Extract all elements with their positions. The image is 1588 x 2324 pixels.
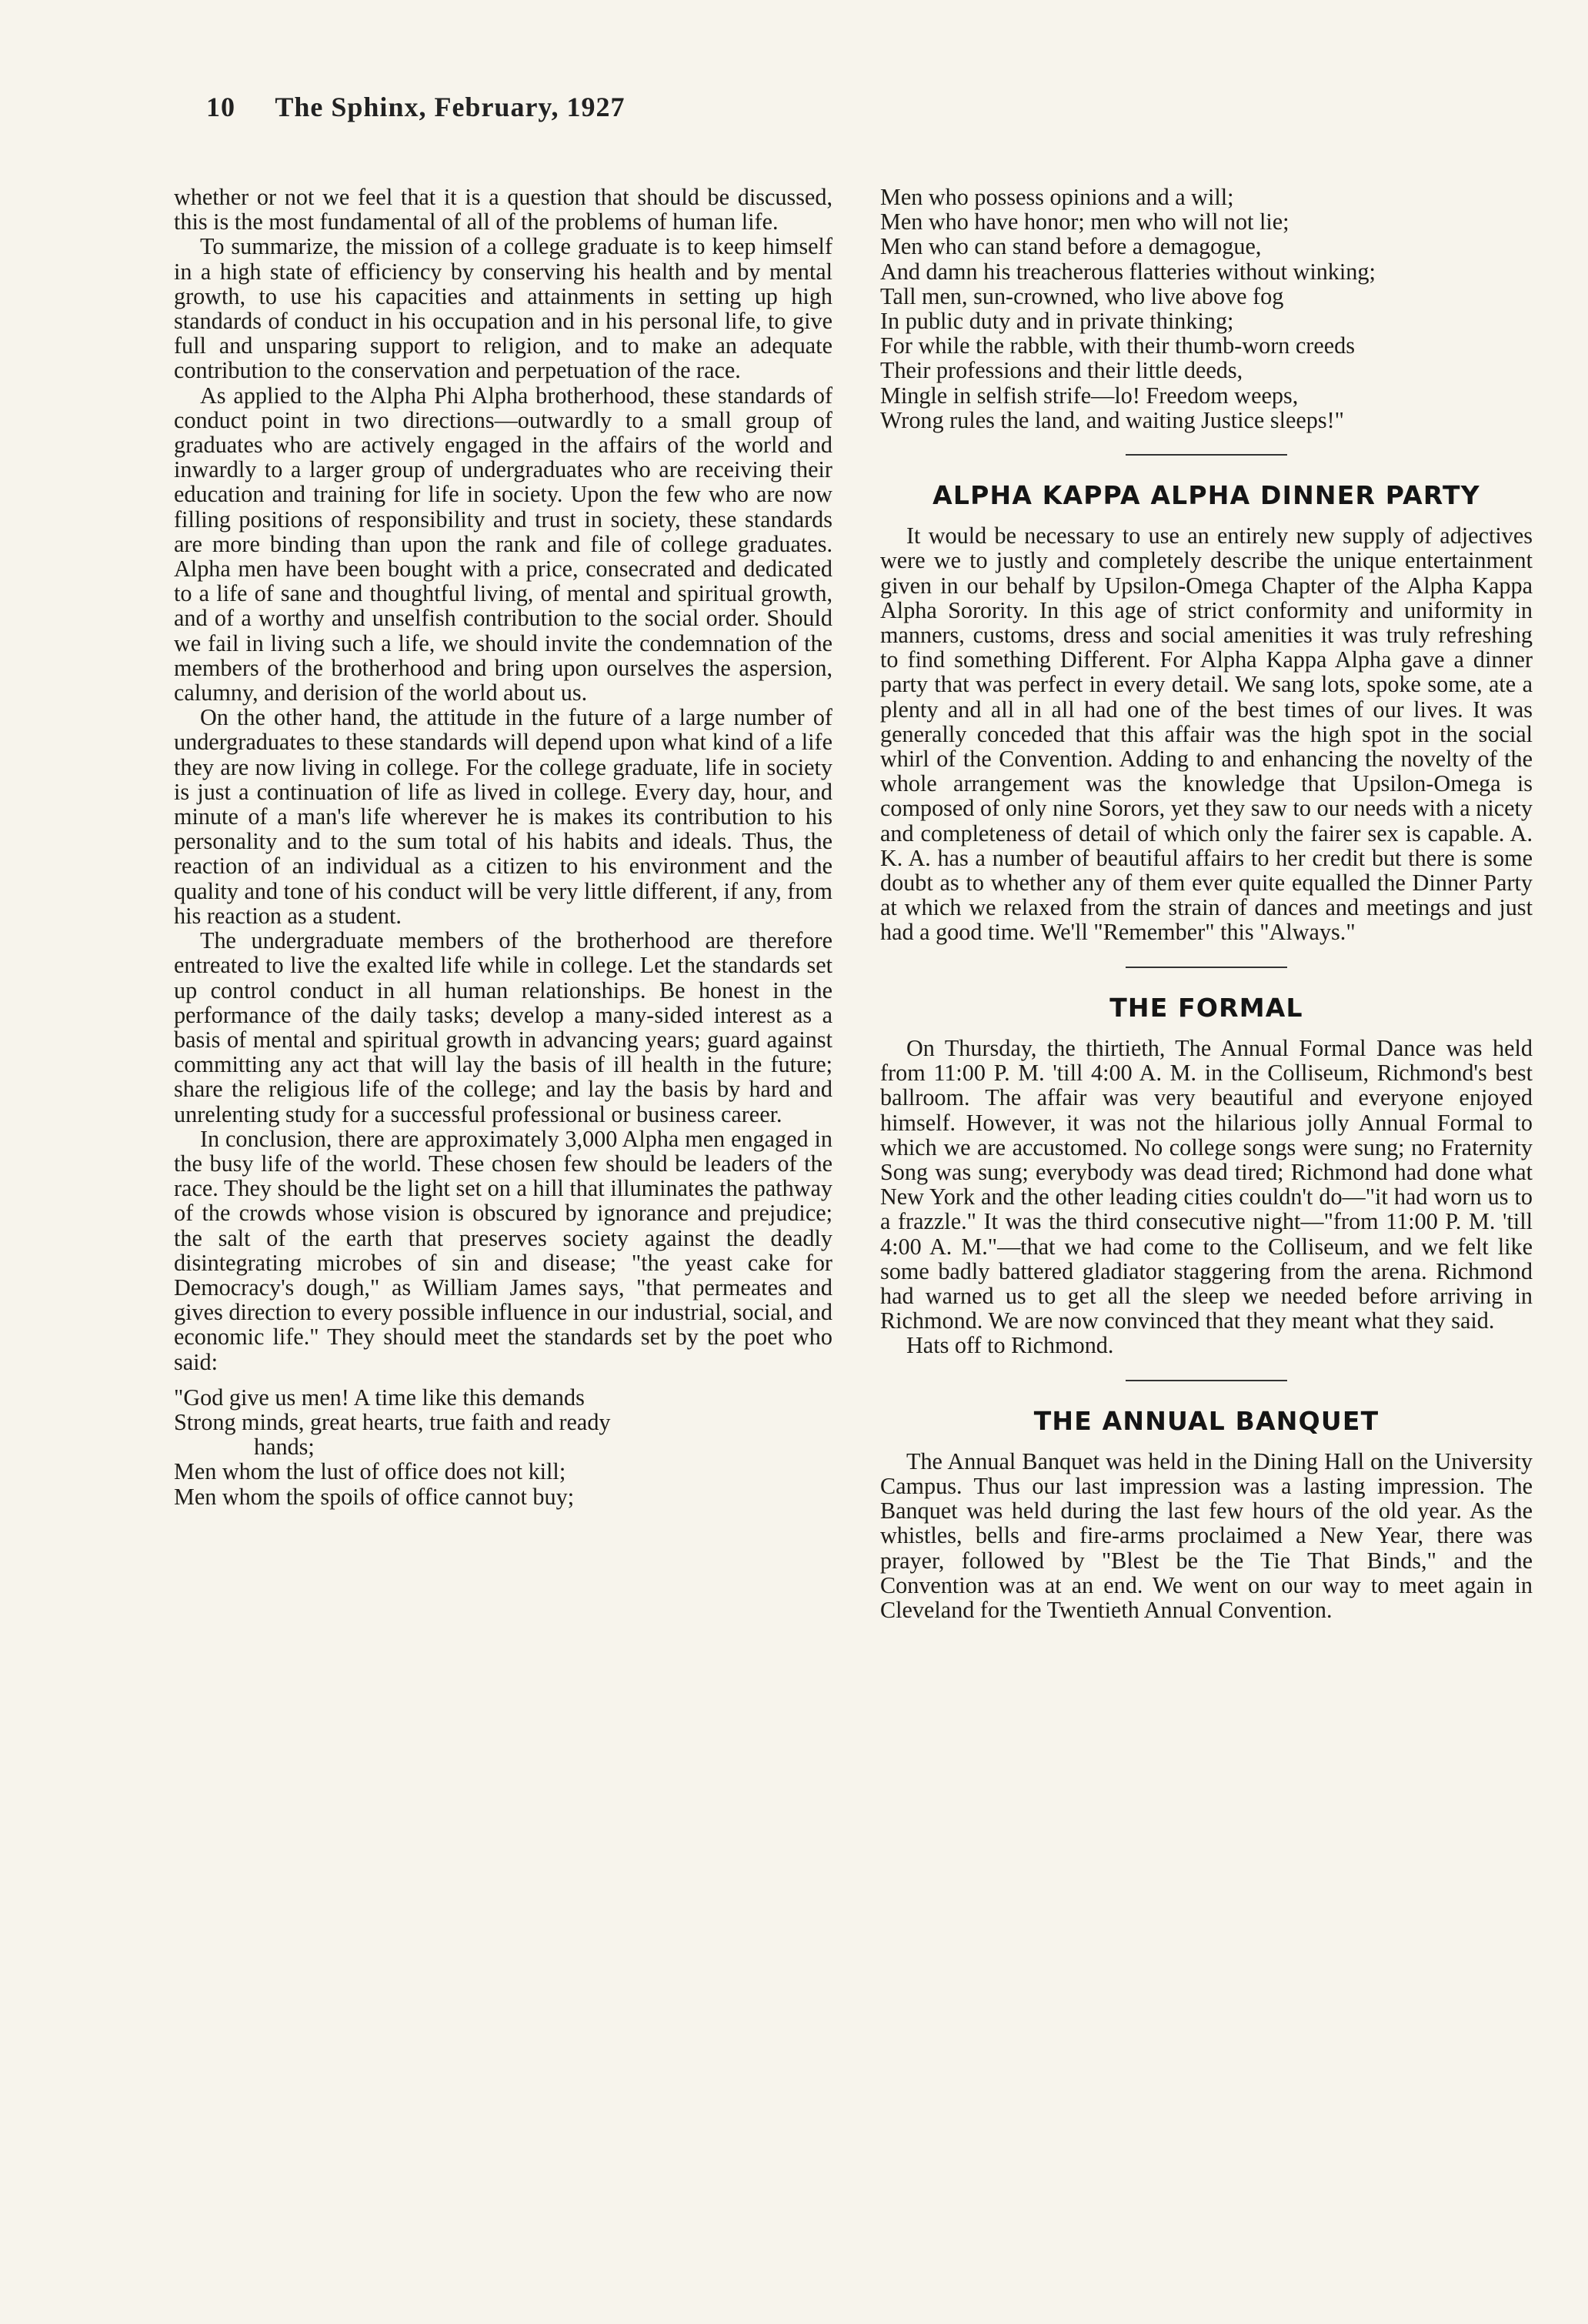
poem-line: Men whom the lust of office does not kill;: [174, 1458, 566, 1485]
paragraph: It would be necessary to use an entirely new supply of adjectives were we to justly and completely describe the unique entertainment given in our behalf by Upsilon-Omega Chapter of the Alpha Kappa Alpha Sorority. In this age of strict conformity and uniformity in manners, customs, dress and social amenities it was truly refreshing to find something Different. For Alpha Kappa Alpha gave a dinner party that was perfect in every detail. We sang lots, spoke some, ate a plenty and all in all had one of the best times of our lives. It was generally conceded that this affair was the high spot in the social whirl of the Convention. Adding to and enhancing the novelty of the whole arrangement was the knowledge that Upsilon-Omega is composed of only nine Sorors, yet they saw to our needs with a nicety and completeness of detail of which only the fairer sex is capable. A. K. A. has a number of beautiful affairs to her credit but there is some doubt as to whether any of them ever quite equalled the Dinner Party at which we relaxed from the strain of dances and meetings and just had a good time. We'll "Remember" this "Always.": [880, 523, 1533, 946]
paragraph: On the other hand, the attitude in the future of a large number of undergraduates to these standards will depend upon what kind of a life they are now living in college. For the college graduate, life in society is just a continuation of life as lived in college. Every day, hour, and minute of a man's life wherever he is makes its contribution to his personality and to the sum total of his habits and ideals. Thus, the reaction of an individual as a citizen to his environment and the quality and tone of his conduct will be very little different, if any, from his reaction as a student.: [174, 704, 832, 929]
poem-stanza: [174, 1385, 832, 1509]
poem-line: And damn his treacherous flatteries without winking;: [880, 258, 1376, 285]
publication-title: The Sphinx, February, 1927: [275, 92, 626, 122]
poem-line: Tall men, sun-crowned, who live above fog: [880, 282, 1284, 309]
poem-line: For while the rabble, with their thumb-worn creeds: [880, 332, 1356, 359]
page-number: 10: [206, 92, 235, 122]
section-heading-formal: THE FORMAL: [1109, 992, 1303, 1023]
section-divider: [1126, 454, 1287, 456]
section-divider: [1126, 1380, 1287, 1381]
paragraph: The Annual Banquet was held in the Dining Hall on the University Campus. Thus our last impression was a lasting impression. The Banquet was held during the last few hours of the old year. As the whistles, bells and fire-arms proclaimed a New Year, there was prayer, followed by "Blest be the Tie That Binds," and the Convention was at an end. We went on our way to meet again in Cleveland for the Twentieth Annual Convention.: [880, 1447, 1533, 1623]
paragraph: In conclusion, there are approximately 3,000 Alpha men engaged in the busy life of the world. These chosen few should be leaders of the race. They should be the light set on a hill that illuminates the pathway of the crowds whose vision is obscured by ignorance and prejudice; the salt of the earth that preserves society against the deadly disintegrating microbes of sin and disease; "the yeast cake for Democracy's dough," as William James says, "that permeates and gives direction to every possible influence in our industrial, social, and economic life." They should meet the standards set by the poet who said:: [174, 1125, 832, 1375]
paragraph: Hats off to Richmond.: [906, 1332, 1114, 1359]
poem-line: Men who have honor; men who will not lie;: [880, 209, 1289, 235]
poem-line: Their professions and their little deeds,: [880, 357, 1243, 384]
right-column: [880, 185, 1533, 1622]
poem-line: Men who possess opinions and a will;: [880, 184, 1234, 210]
paragraph: On Thursday, the thirtieth, The Annual Formal Dance was held from 11:00 P. M. 'till 4:00 A. M. in the Colliseum, Richmond's best ballroom. The affair was very beautiful and everyone enjoyed himself. However, it was not the hilarious jolly Annual Formal to which we are accustomed. No college songs were sung; no Fraternity Song was sung; everybody was dead tired; Richmond had done what New York and the other leading cities couldn't do—"it had worn us to a frazzle." It was the third consecutive night—"from 11:00 P. M. 'till 4:00 A. M."—that we had come to the Colliseum, and we felt like some badly battered gladiator staggering from the arena. Richmond had warned us to get all the sleep we needed before arriving in Richmond. We are now convinced that they meant what they said.: [880, 1034, 1533, 1334]
poem-line: "God give us men! A time like this demands: [174, 1384, 585, 1411]
poem-line: Men whom the spoils of office cannot buy;: [174, 1483, 575, 1510]
poem-line: hands;: [254, 1434, 315, 1461]
paragraph: To summarize, the mission of a college graduate is to keep himself in a high state of efficiency by conserving his health and by mental growth, to use his capacities and attainments in setting up high standards of conduct in his occupation and in his personal life, to give full and unsparing support to religion, and to make an adequate contribution to the conservation and perpetuation of the race.: [174, 233, 832, 384]
section-heading-banquet: THE ANNUAL BANQUET: [1033, 1405, 1379, 1436]
paragraph: As applied to the Alpha Phi Alpha brotherhood, these standards of conduct point in two directions—outwardly to a small group of graduates who are actively engaged in the affairs of the world and inwardly to a larger group of undergraduates who are receiving their education and training for life in society. Upon the few who are now filling positions of responsibility and trust in society, these standards are more binding than upon the rank and file of college graduates. Alpha men have been bought with a price, consecrated and dedicated to a life of sane and thoughtful living, of mental and spiritual growth, and of a worthy and unselfish contribution to the social order. Should we fail in living such a life, we should invite the condemnation of the members of the brotherhood and bring upon ourselves the aspersion, calumny, and derision of the world about us.: [174, 382, 832, 706]
poem-line: In public duty and in private thinking;: [880, 308, 1234, 335]
paragraph: The undergraduate members of the brotherhood are therefore entreated to live the exalted life while in college. Let the standards set up control conduct in all human relationships. Be honest in the performance of the daily tasks; develop a many-sided interest as a basis of mental and spiritual growth in advancing years; guard against committing any act that will lay the basis of ill health in the future; share the religious life of the college; and lay the basis by hard and unrelenting study for a successful professional or business career.: [174, 927, 832, 1127]
paragraph: whether or not we feel that it is a question that should be discussed, this is the most fundamental of all of the problems of human life.: [174, 184, 832, 235]
section-heading-dinner-party: ALPHA KAPPA ALPHA DINNER PARTY: [932, 480, 1480, 511]
poem-line: Mingle in selfish strife—lo! Freedom weeps,: [880, 382, 1299, 409]
poem-line: Wrong rules the land, and waiting Justice sleeps!": [880, 406, 1344, 433]
poem-line: Men who can stand before a demagogue,: [880, 233, 1262, 260]
poem-line: Strong minds, great hearts, true faith and ready: [174, 1408, 611, 1435]
left-column: [174, 185, 832, 1509]
running-head: [206, 91, 625, 123]
section-divider: [1126, 967, 1287, 968]
poem-continuation: [880, 185, 1533, 432]
